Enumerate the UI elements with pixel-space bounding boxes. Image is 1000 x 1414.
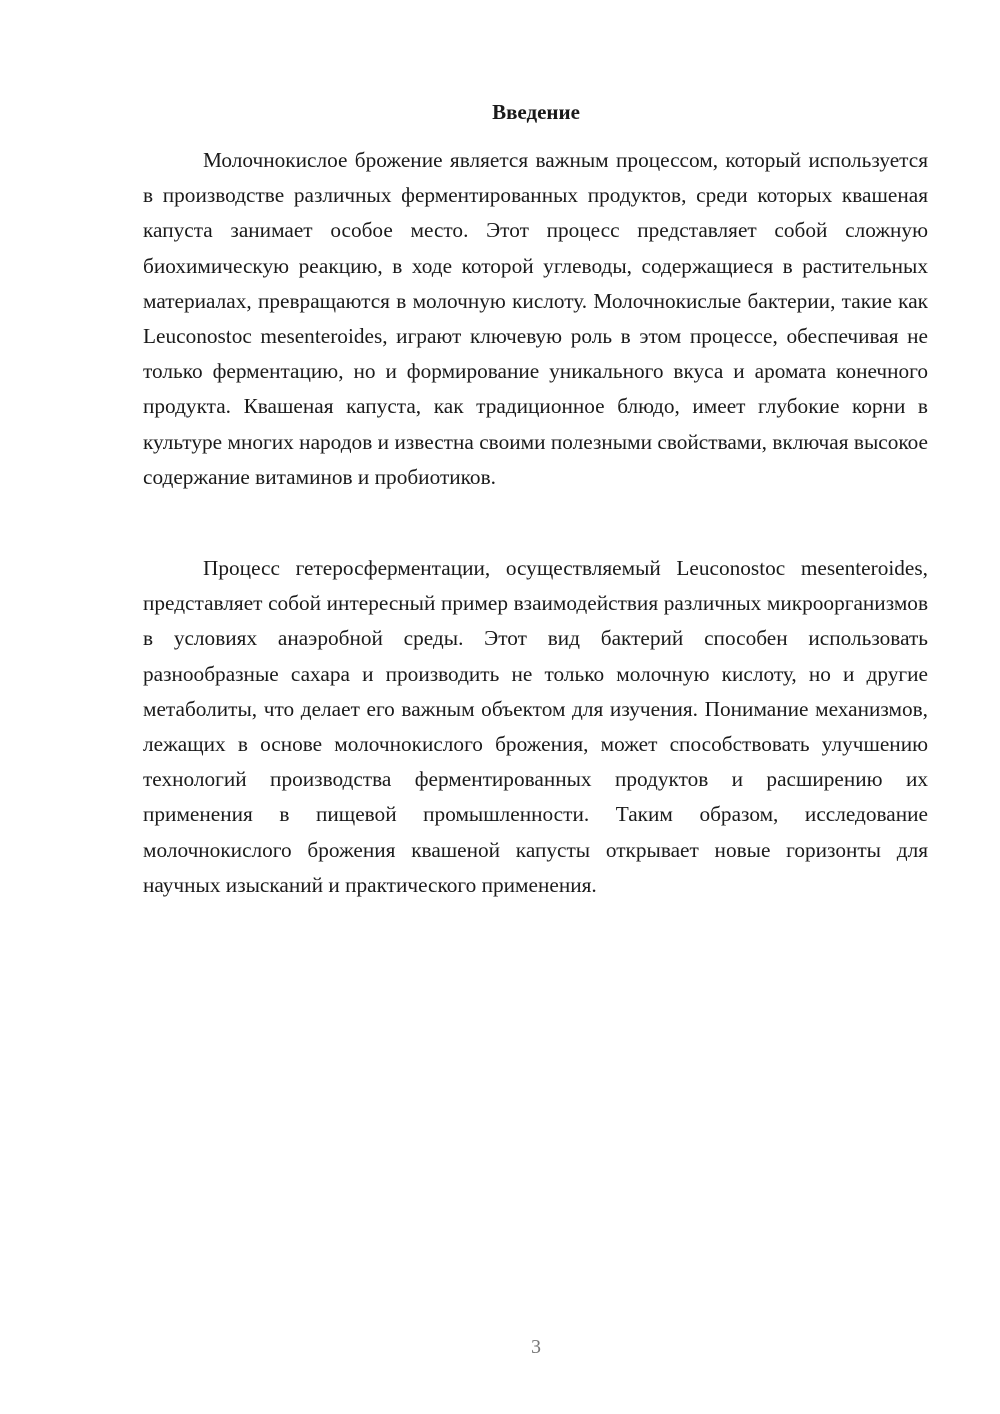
paragraph-1: Молочнокислое брожение является важным процессом, который используется в производстве различных ферментированных продуктов, среди которых квашеная капуста занимает особое место. Этот процесс представляет собой сложную биохимическую реакцию, в ходе которой углеводы, содержащиеся в растительных материалах, превращаются в молочную кислоту. Молочнокислые бактерии, такие как Leuconostoc mesenteroides, играют ключевую роль в этом процессе, обеспечивая не только ферментацию, но и формирование уникального вкуса и аромата конечного продукта. Квашеная капуста, как традиционное блюдо, имеет глубокие корни в культуре многих народов и известна своими полезными свойствами, включая высокое содержание витаминов и пробиотиков. xyxy=(143,148,928,489)
paragraph-2: Процесс гетеросферментации, осуществляемый Leuconostoc mesenteroides, представляет собой интересный пример взаимодействия различных микроорганизмов в условиях анаэробной среды. Этот вид бактерий способен использовать разнообразные сахара и производить не только молочную кислоту, но и другие метаболиты, что делает его важным объектом для изучения. Понимание механизмов, лежащих в основе молочнокислого брожения, может способствовать улучшению технологий производства ферментированных продуктов и расширению их применения в пищевой промышленности. Таким образом, исследование молочнокислого брожения квашеной капусты открывает новые горизонты для научных изысканий и практического применения. xyxy=(143,556,928,897)
page-number: 3 xyxy=(531,1336,541,1358)
section-heading: Введение xyxy=(492,100,580,124)
